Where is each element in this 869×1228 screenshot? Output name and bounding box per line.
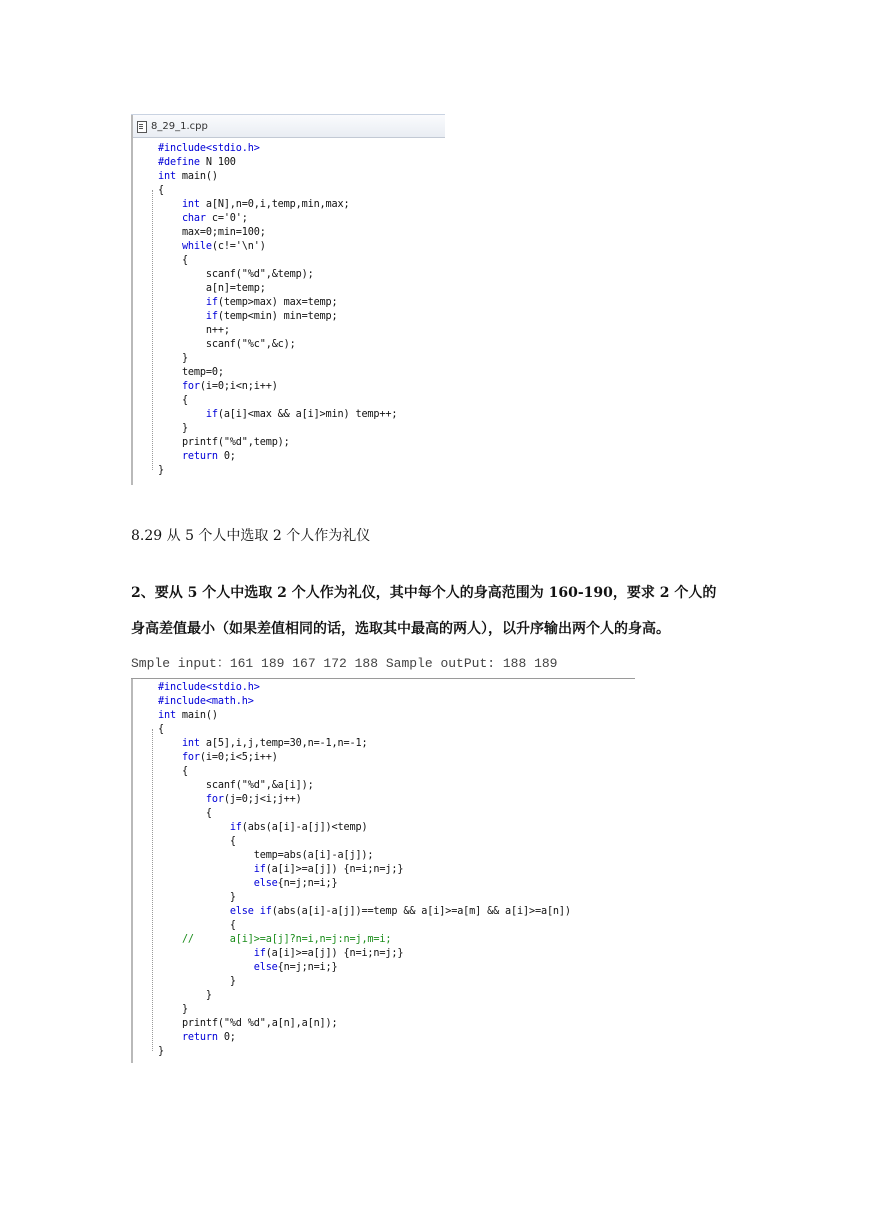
code-editor-height-selection bbox=[131, 678, 635, 1063]
code-line: { bbox=[229, 836, 236, 847]
code-line: } bbox=[158, 1046, 164, 1057]
code-line: if(a[i]<max && a[i]>min) temp++; bbox=[205, 409, 398, 420]
code-line: if(a[i]>=a[j]) {n=i;n=j;} bbox=[253, 864, 404, 875]
code-line: scanf("%d",&a[i]); bbox=[205, 780, 314, 791]
code-line: } bbox=[205, 990, 212, 1001]
code-line: temp=abs(a[i]-a[j]); bbox=[253, 850, 374, 861]
code-line: while(c!='\n') bbox=[181, 241, 266, 252]
code-editor-8-29-1 bbox=[131, 114, 445, 485]
code-line: int a[N],n=0,i,temp,min,max; bbox=[181, 199, 350, 210]
code-line: } bbox=[181, 353, 188, 364]
code-line: if(a[i]>=a[j]) {n=i;n=j;} bbox=[253, 948, 404, 959]
code-line: printf("%d",temp); bbox=[181, 437, 290, 448]
code-line: else{n=j;n=i;} bbox=[253, 962, 338, 973]
question-text-line-1: 2、要从 5 个人中选取 2 个人作为礼仪，其中每个人的身高范围为 160-190，要求 2 个人的 bbox=[131, 585, 717, 601]
file-tab[interactable] bbox=[133, 117, 222, 136]
code-line: { bbox=[158, 185, 164, 196]
code-line: int main() bbox=[158, 171, 218, 182]
code-line: for(j=0;j<i;j++) bbox=[205, 794, 302, 805]
indent-guide bbox=[152, 729, 153, 1051]
code-line: max=0;min=100; bbox=[181, 227, 266, 238]
code-line: { bbox=[229, 920, 236, 931]
code-line: // a[i]>=a[j]?n=i,n=j:n=j,m=i; bbox=[181, 934, 392, 945]
code-line: } bbox=[229, 976, 236, 987]
code-line: else if(abs(a[i]-a[j])==temp && a[i]>=a[m] && a[i]>=a[n]) bbox=[229, 906, 571, 917]
section-heading: 8.29 从 5 个人中选取 2 个人作为礼仪 bbox=[131, 528, 371, 544]
code-line: int a[5],i,j,temp=30,n=-1,n=-1; bbox=[181, 738, 368, 749]
code-line: } bbox=[229, 892, 236, 903]
question-text-line-2: 身高差值最小（如果差值相同的话，选取其中最高的两人），以升序输出两个人的身高。 bbox=[131, 621, 670, 637]
code-line: { bbox=[205, 808, 212, 819]
sample-input-output: Smple input：161 189 167 172 188 Sample outPut: 188 189 bbox=[131, 656, 558, 671]
code-line: scanf("%d",&temp); bbox=[205, 269, 314, 280]
code-line: int main() bbox=[158, 710, 218, 721]
code-line: if(temp<min) min=temp; bbox=[205, 311, 338, 322]
code-line: } bbox=[181, 423, 188, 434]
indent-guide bbox=[152, 190, 153, 470]
code-line: scanf("%c",&c); bbox=[205, 339, 296, 350]
code-line: for(i=0;i<5;i++) bbox=[181, 752, 278, 763]
code-line: #include<stdio.h> bbox=[158, 682, 260, 693]
code-line: { bbox=[181, 766, 188, 777]
code-line: { bbox=[181, 255, 188, 266]
code-line: return 0; bbox=[181, 451, 236, 462]
code-line: { bbox=[158, 724, 164, 735]
code-line: if(temp>max) max=temp; bbox=[205, 297, 338, 308]
code-line: printf("%d %d",a[n],a[n]); bbox=[181, 1018, 338, 1029]
code-line: for(i=0;i<n;i++) bbox=[181, 381, 278, 392]
code-line: char c='0'; bbox=[181, 213, 248, 224]
editor-tab-bar bbox=[131, 115, 445, 138]
code-line: a[n]=temp; bbox=[205, 283, 266, 294]
code-line: return 0; bbox=[181, 1032, 236, 1043]
code-line: n++; bbox=[205, 325, 230, 336]
code-line: #define N 100 bbox=[158, 157, 236, 168]
code-line: { bbox=[181, 395, 188, 406]
file-tab-label: 8_29_1.cpp bbox=[151, 121, 208, 132]
code-line: else{n=j;n=i;} bbox=[253, 878, 338, 889]
code-line: } bbox=[158, 465, 164, 476]
editor-gutter bbox=[131, 679, 133, 1063]
file-icon bbox=[137, 121, 147, 133]
editor-gutter bbox=[131, 115, 133, 485]
code-line: temp=0; bbox=[181, 367, 224, 378]
code-line: #include<stdio.h> bbox=[158, 143, 260, 154]
code-line: if(abs(a[i]-a[j])<temp) bbox=[229, 822, 368, 833]
code-line: #include<math.h> bbox=[158, 696, 254, 707]
code-line: } bbox=[181, 1004, 188, 1015]
